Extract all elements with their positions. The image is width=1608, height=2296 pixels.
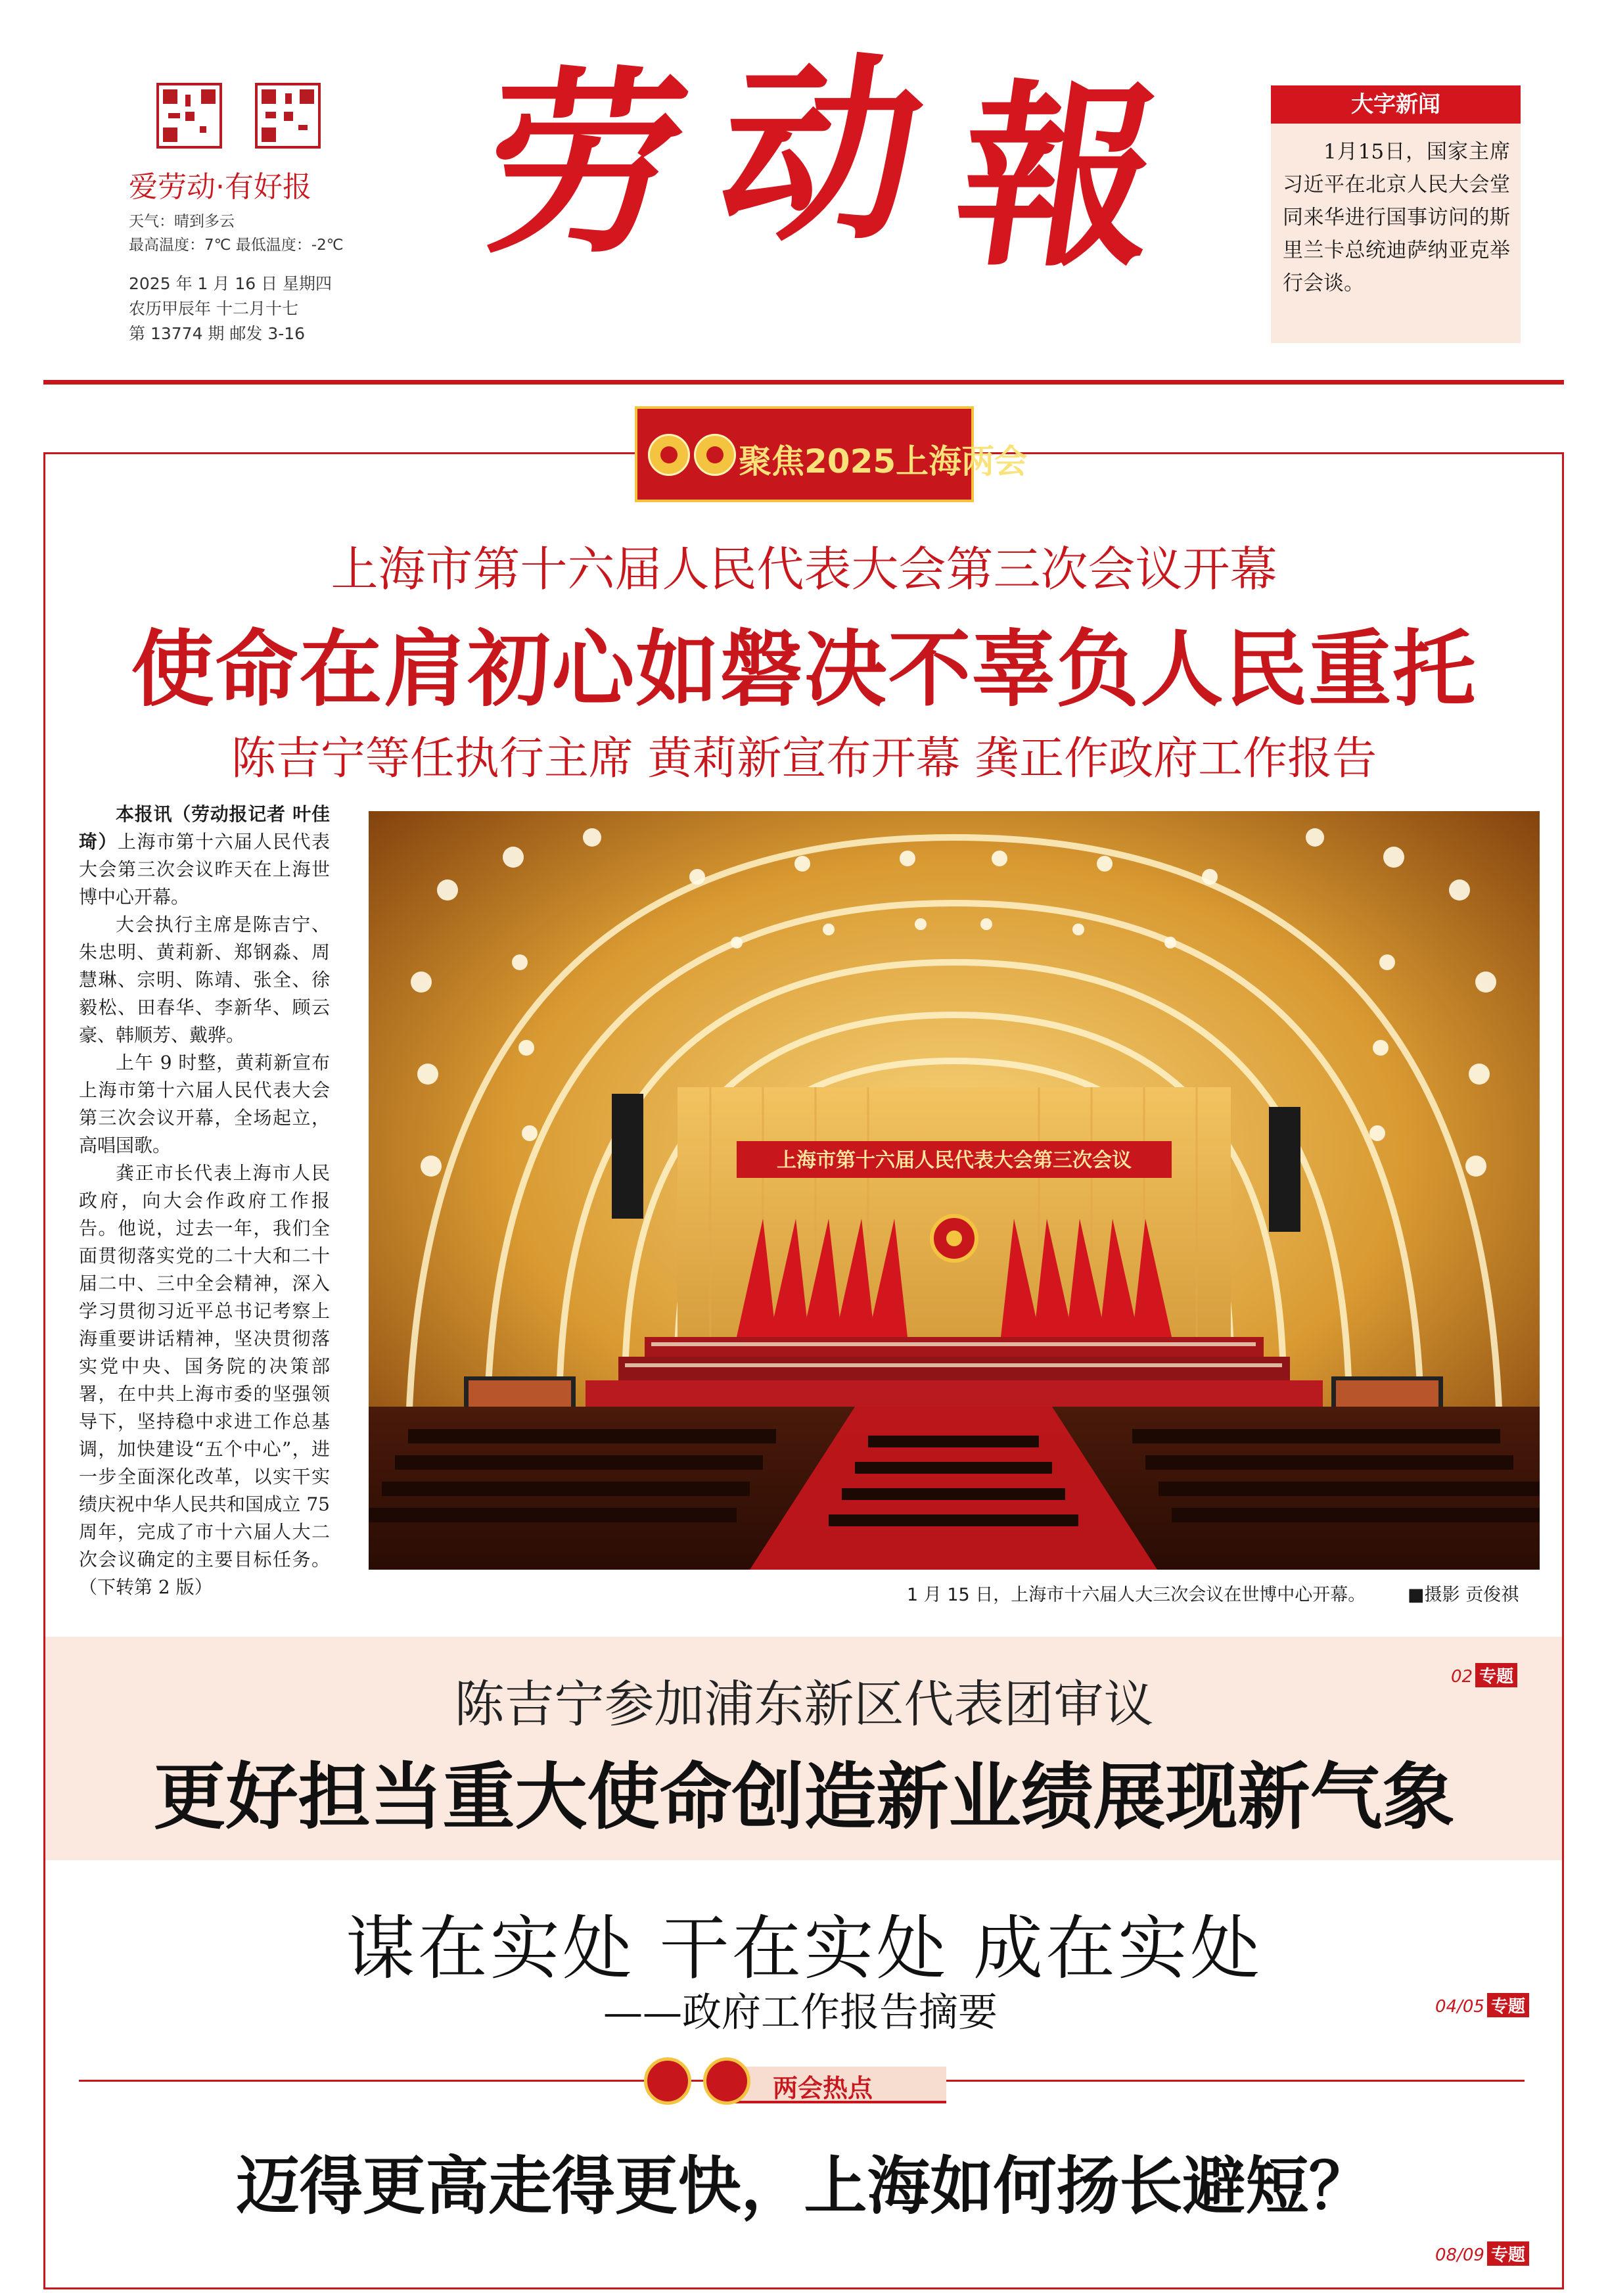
lead-paragraph-2: 大会执行主席是陈吉宁、朱忠明、黄莉新、郑钢淼、周慧琳、宗明、陈靖、张全、徐毅松、田春华、李新华、顾云豪、韩顺芳、戴骅。 bbox=[79, 914, 330, 1046]
lead-subhead[interactable]: 陈吉宁等任执行主席 黄莉新宣布开幕 龚正作政府工作报告 bbox=[231, 733, 1377, 785]
hot-topics-label: 两会热点 bbox=[773, 2073, 873, 2103]
story4-headline[interactable]: 迈得更高走得更快，上海如何扬长避短？ bbox=[236, 2149, 1372, 2223]
lead-headline[interactable]: 使命在肩初心如磐决不辜负人民重托 bbox=[131, 621, 1477, 718]
story2-headline[interactable]: 更好担当重大使命创造新业绩展现新气象 bbox=[153, 1754, 1455, 1839]
lead-paragraph-3: 上午 9 时整，黄莉新宣布上海市第十六届人民代表大会第三次会议开幕，全场起立，高唱国歌。 bbox=[79, 1052, 330, 1156]
temperature: 最高温度：7℃ 最低温度：-2℃ bbox=[129, 237, 344, 254]
issue-date: 2025 年 1 月 16 日 星期四 bbox=[129, 274, 333, 293]
story3-tag: 专题 bbox=[1487, 1993, 1529, 2017]
lead-story-body bbox=[79, 801, 330, 1601]
cppcc-emblem-icon bbox=[694, 434, 736, 476]
big-word-news-text: 1月15日，国家主席习近平在北京人民大会堂同来华进行国事访问的斯里兰卡总统迪萨纳亚克举行会谈。 bbox=[1283, 140, 1510, 295]
byline: 本报讯（劳动报记者 叶佳琦） bbox=[79, 803, 330, 853]
lead-paragraph-1: 本报讯（劳动报记者 叶佳琦）上海市第十六届人民代表大会第三次会议昨天在上海世博中心开幕。 bbox=[79, 803, 330, 908]
masthead-rule bbox=[43, 380, 1564, 385]
photo-banner-text: 上海市第十六届人民代表大会第三次会议 bbox=[777, 1149, 1132, 1172]
story2-page-ref[interactable]: 02 专题 bbox=[1451, 1663, 1517, 1687]
topic-badge-text: 聚焦2025上海两会 bbox=[739, 442, 1028, 480]
qr-code-right bbox=[255, 83, 321, 149]
national-emblem-icon bbox=[644, 2057, 691, 2105]
lead-paragraph-4: 龚正市长代表上海市人民政府，向大会作政府工作报告。他说，过去一年，我们全面贯彻落实党的二十大和二十届二中、三中全会精神，深入学习贯彻习近平总书记考察上海重要讲话精神，坚决贯彻落实党中央、国务院的决策部署，在中共上海市委的坚强领导下，坚持稳中求进工作总基调，加快建设“五个中心”，进一步全面深化改革，以实干实绩庆祝中华人民共和国成立 75 周年，完成了市十六届人大二次会议确定的主要目标任务。（下转第 2 版） bbox=[79, 1162, 330, 1598]
story3-subhead: ——政府工作报告摘要 bbox=[603, 1990, 998, 2036]
national-emblem-icon bbox=[648, 434, 690, 476]
story2-kicker[interactable]: 陈吉宁参加浦东新区代表团审议 bbox=[454, 1675, 1154, 1733]
photo-credit: ■摄影 贡俊祺 bbox=[1408, 1585, 1519, 1605]
weather: 天气：晴到多云 bbox=[129, 213, 235, 230]
story4-tag: 专题 bbox=[1487, 2241, 1529, 2266]
qr-code-left bbox=[156, 83, 222, 149]
newspaper-logo bbox=[470, 35, 1173, 381]
lead-photo[interactable] bbox=[369, 811, 1540, 1570]
hot-topics-badge bbox=[644, 2053, 959, 2109]
story4-page-ref[interactable]: 08/09 专题 bbox=[1435, 2241, 1529, 2266]
lunar-date: 农历甲辰年 十二月十七 bbox=[129, 299, 298, 318]
photo-caption: 1 月 15 日，上海市十六届人大三次会议在世博中心开幕。 bbox=[907, 1585, 1366, 1605]
big-word-news-label: 大字新闻 bbox=[1271, 85, 1521, 124]
story3-headline[interactable]: 谋在实处 干在实处 成在实处 bbox=[345, 1908, 1263, 1989]
story3-page-ref[interactable]: 04/05 专题 bbox=[1435, 1993, 1529, 2017]
logo-char-2: 动 bbox=[706, 35, 936, 267]
logo-char-3: 報 bbox=[943, 61, 1173, 293]
masthead-slogan: 爱劳动·有好报 bbox=[129, 170, 311, 204]
topic-badge bbox=[635, 406, 1028, 502]
logo-char-1: 劳 bbox=[470, 48, 700, 280]
lead-kicker[interactable]: 上海市第十六届人民代表大会第三次会议开幕 bbox=[331, 542, 1277, 597]
story2-tag: 专题 bbox=[1475, 1663, 1517, 1687]
cppcc-emblem-icon bbox=[703, 2057, 750, 2105]
issue-number: 第 13774 期 邮发 3-16 bbox=[129, 324, 306, 343]
